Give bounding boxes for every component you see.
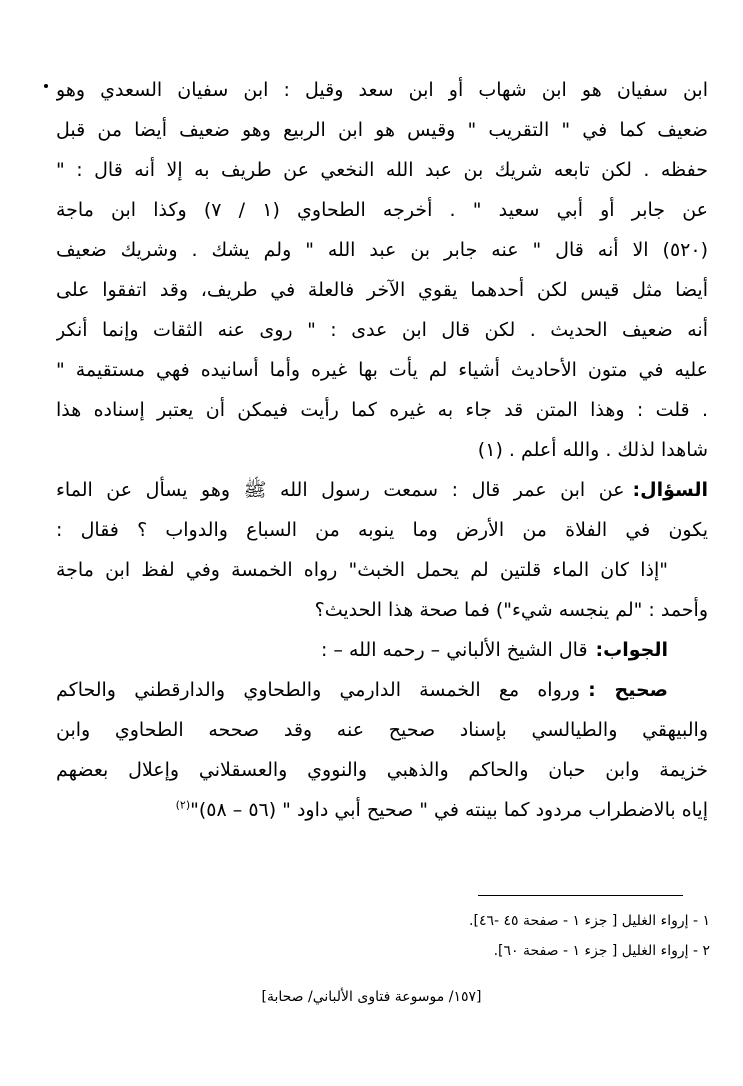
question-line-3: "إذا كان الماء قلتين لم يحمل الخبث" رواه الخمسة وفي لفظ ابن ماجة xyxy=(56,559,668,581)
page-footer: [١٥٧/ موسوعة فتاوى الألباني/ صحابة] xyxy=(261,989,482,1005)
answer-line-3: خزيمة وابن حبان والحاكم والذهبي والنووي والعسقلاني وإعلال بعضهم xyxy=(56,759,708,781)
footnote-ref-1[interactable]: (١) xyxy=(477,439,503,461)
answer-intro: قال الشيخ الألباني – رحمه الله – : xyxy=(320,639,588,661)
body-closing-line xyxy=(56,430,708,470)
body-line-9: . قلت : وهذا المتن قد جاء به غيره كما رأيت فيمكن أن يعتبر إسناده هذا xyxy=(56,399,708,421)
answer-line-1 xyxy=(56,670,708,710)
answer-text-4: إياه بالاضطراب مردود كما بينته في " صحيح أبي داود " (٥٦ – ٥٨)" xyxy=(190,799,708,821)
answer-label: الجواب: xyxy=(595,639,668,661)
body-line-4: عن جابر أو أبي سعيد " . أخرجه الطحاوي (١ / ٧) وكذا ابن ماجة xyxy=(56,199,708,221)
footnote-ref-2[interactable]: (٢) xyxy=(175,798,191,812)
body-line-5: (٥٢٠) الا أنه قال " عنه جابر بن عبد الله " ولم يشك . وشريك ضعيف xyxy=(56,239,708,261)
closing-text: شاهدا لذلك . والله أعلم . xyxy=(508,439,708,461)
answer-line-4 xyxy=(56,790,708,830)
footnote-2: ٢ - إرواء الغليل [ جزء ١ - صفحة ٦٠]. xyxy=(493,943,710,959)
body-line-2: ضعيف كما في " التقريب " وقيس هو ابن الربيع وهو ضعيف أيضا من قبل xyxy=(56,119,708,141)
answer-line-2: والبيهقي والطيالسي بإسناد صحيح عنه وقد صححه الطحاوي وابن xyxy=(56,719,708,741)
question-text-1: عن ابن عمر قال : سمعت رسول الله ﷺ وهو يسأل عن الماء xyxy=(56,479,625,501)
answer-heading-line xyxy=(56,630,708,670)
footnotes xyxy=(300,906,710,966)
body-line-8: عليه في متون الأحاديث أشياء لم يأت بها غيره وأما أسانيده فهي مستقيمة " xyxy=(56,359,708,381)
body-line-6: أيضا مثل قيس لكن أحدهما يقوي الآخر فالعلة في طريف، وقد اتفقوا على xyxy=(56,279,708,301)
body-text xyxy=(56,70,708,830)
question-line-4: وأحمد : "لم ينجسه شيء") فما صحة هذا الحديث؟ xyxy=(314,599,708,621)
body-line-7: أنه ضعيف الحديث . لكن قال ابن عدى : " روى عنه الثقات وإنما أنكر xyxy=(56,319,708,341)
question-label: السؤال: xyxy=(632,479,708,501)
body-line-1: ابن سفيان هو ابن شهاب أو ابن سعد وقيل : ابن سفيان السعدي وهو xyxy=(56,79,708,101)
question-line-1 xyxy=(56,470,708,510)
footnote-1: ١ - إرواء الغليل [ جزء ١ - صفحة ٤٥ -٤٦]. xyxy=(469,913,710,929)
question-line-2: يكون في الفلاة من الأرض وما ينوبه من السباع والدواب ؟ فقال : xyxy=(56,519,708,541)
answer-verdict: صحيح : xyxy=(588,679,668,701)
bullet-dot xyxy=(44,84,48,88)
body-line-3: حفظه . لكن تابعه شريك بن عبد الله النخعي عن طريف به إلا أنه قال : " xyxy=(56,159,708,181)
footnote-divider xyxy=(478,895,683,896)
answer-text-1: ورواه مع الخمسة الدارمي والطحاوي والدارقطني والحاكم xyxy=(56,679,581,701)
